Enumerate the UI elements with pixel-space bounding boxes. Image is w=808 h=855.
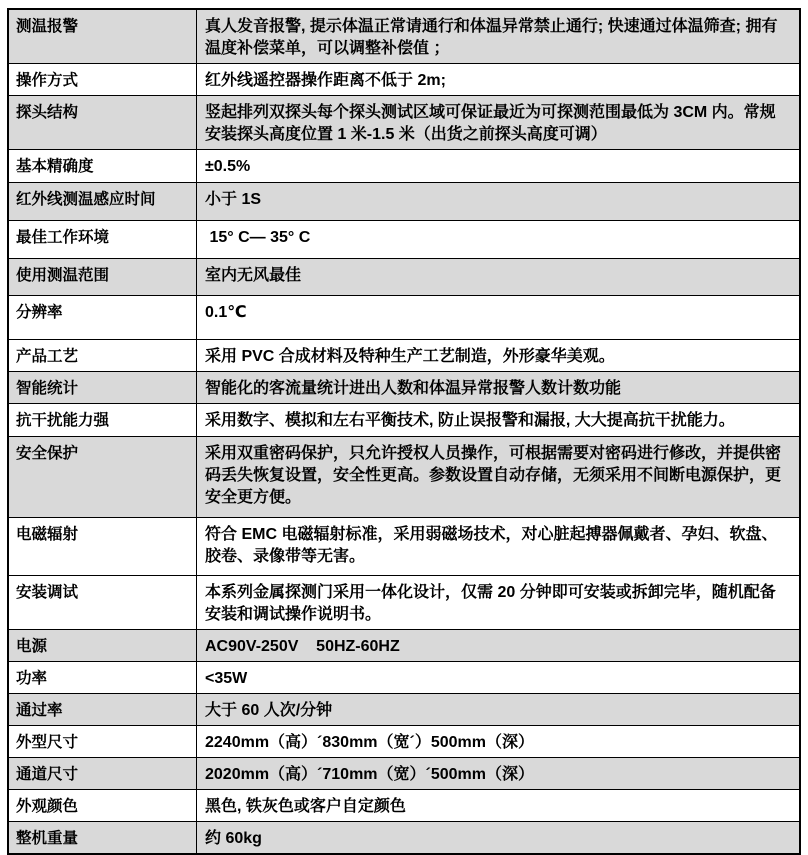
row-label: 电磁辐射 <box>9 518 197 575</box>
row-label: 功率 <box>9 662 197 693</box>
table-row <box>9 757 799 789</box>
row-label: 基本精确度 <box>9 150 197 182</box>
table-row <box>9 693 799 725</box>
row-value: 竖起排列双探头每个探头测试区域可保证最近为可探测范围最低为 3CM 内。常规安装探头高度位置 1 米-1.5 米（出货之前探头高度可调） <box>205 104 776 143</box>
row-value: 智能化的客流量统计进出人数和体温异常报警人数计数功能 <box>205 380 622 397</box>
table-row <box>9 258 799 295</box>
table-row <box>9 821 799 853</box>
table-row <box>9 403 799 436</box>
table-row <box>9 95 799 149</box>
row-label: 最佳工作环境 <box>9 221 197 258</box>
row-value: 约 60kg <box>205 830 262 847</box>
row-value: 采用双重密码保护，只允许授权人员操作，可根据需要对密码进行修改，并提供密码丢失恢复设置，安全性更高。参数设置自动存储，无须采用不间断电源保护，更安全更方便。 <box>205 445 782 506</box>
table-row <box>9 63 799 95</box>
row-label: 红外线测温感应时间 <box>9 183 197 220</box>
row-value: 红外线遥控器操作距离不低于 2m; <box>205 72 446 89</box>
table-row <box>9 220 799 258</box>
row-value: <35W <box>205 670 248 687</box>
row-value: 15° C— 35° C <box>205 229 311 246</box>
row-value: 黑色, 铁灰色或客户自定颜色 <box>205 798 406 815</box>
table-row <box>9 10 799 63</box>
table-row <box>9 789 799 821</box>
row-value: 符合 EMC 电磁辐射标准，采用弱磁场技术，对心脏起搏器佩戴者、孕妇、软盘、胶卷、录像带等无害。 <box>205 526 778 565</box>
row-value: 大于 60 人次/分钟 <box>205 702 333 719</box>
row-label: 测温报警 <box>9 10 197 63</box>
row-label: 分辨率 <box>9 296 197 339</box>
row-label: 外观颜色 <box>9 790 197 821</box>
row-value: 2020mm（高）´710mm（宽）´500mm（深） <box>205 766 535 783</box>
row-label: 产品工艺 <box>9 340 197 371</box>
row-label: 智能统计 <box>9 372 197 403</box>
row-label: 通道尺寸 <box>9 758 197 789</box>
table-row <box>9 436 799 517</box>
table-row <box>9 725 799 757</box>
table-row <box>9 182 799 220</box>
table-row <box>9 661 799 693</box>
table-row <box>9 575 799 629</box>
row-value: 真人发音报警, 提示体温正常请通行和体温异常禁止通行; 快速通过体温筛查; 拥有温度补偿菜单，可以调整补偿值 ； <box>205 18 778 57</box>
row-label: 抗干扰能力强 <box>9 404 197 436</box>
row-label: 使用测温范围 <box>9 259 197 295</box>
spec-table <box>7 8 801 855</box>
table-row <box>9 517 799 575</box>
row-label: 通过率 <box>9 694 197 725</box>
row-label: 整机重量 <box>9 822 197 853</box>
row-label: 安装调试 <box>9 576 197 629</box>
row-value: 采用数字、模拟和左右平衡技术, 防止误报警和漏报, 大大提高抗干扰能力。 <box>205 412 735 429</box>
row-value: AC90V-250V 50HZ-60HZ <box>205 638 400 655</box>
table-row <box>9 149 799 182</box>
row-label: 电源 <box>9 630 197 661</box>
row-label: 安全保护 <box>9 437 197 517</box>
row-value: 本系列金属探测门采用一体化设计，仅需 20 分钟即可安装或拆卸完毕，随机配备安装和调试操作说明书。 <box>205 584 776 623</box>
row-value: 0.1℃ <box>205 304 247 321</box>
row-value: 2240mm（高）´830mm（宽´）500mm（深） <box>205 734 535 751</box>
row-label: 操作方式 <box>9 64 197 95</box>
row-value: ±0.5% <box>205 158 251 175</box>
table-row <box>9 371 799 403</box>
row-value: 室内无风最佳 <box>205 267 302 284</box>
row-value: 小于 1S <box>205 191 262 208</box>
row-label: 外型尺寸 <box>9 726 197 757</box>
table-row <box>9 295 799 339</box>
table-row <box>9 629 799 661</box>
table-row <box>9 339 799 371</box>
row-value: 采用 PVC 合成材料及特种生产工艺制造，外形豪华美观。 <box>205 348 615 365</box>
row-label: 探头结构 <box>9 96 197 149</box>
